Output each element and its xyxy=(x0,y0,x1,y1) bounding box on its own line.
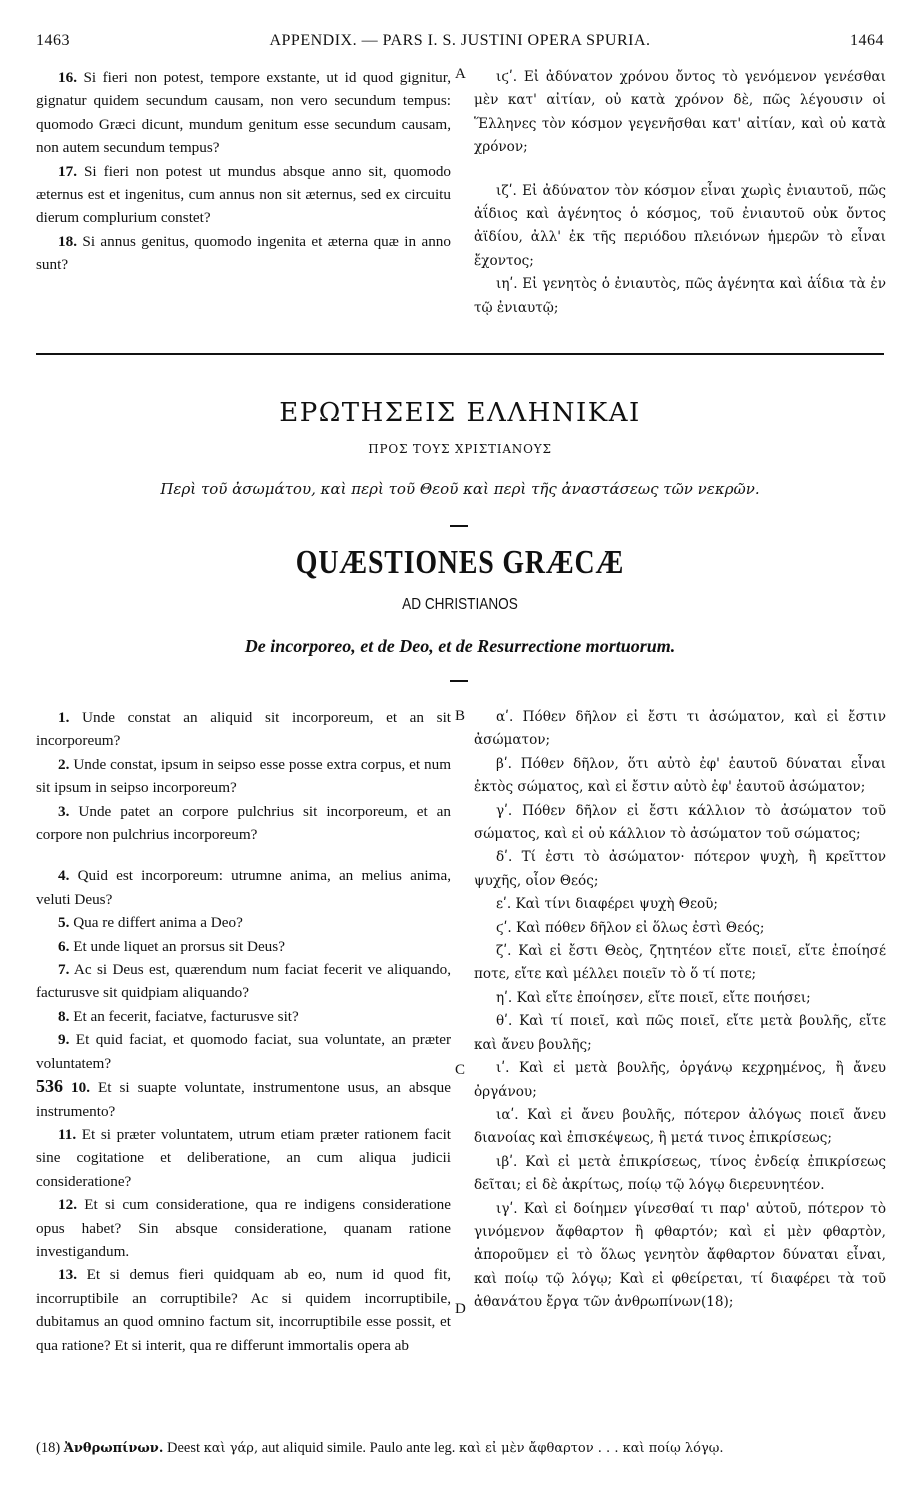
margin-marker-c: C xyxy=(455,1062,466,1078)
latin-description: De incorporeo, et de Deo, et de Resurrectione mortuorum. xyxy=(244,636,676,656)
footnote xyxy=(36,1438,886,1459)
latin-question: 13. Et si demus fieri quidquam ab eo, num id quod fit, incorruptibile an corruptibile? Ac si quidem incorruptibile, dubitamus an quod omnino factum sit, incorruptibile esse possit, et qua ratione? Et si interit, qua re differunt immortalis opera ab xyxy=(36,1266,452,1354)
greek-question: ιαʹ. Καὶ εἰ ἄνευ βουλῆς, πότερον ἀλόγως ποιεῖ ἄνευ διανοίας καὶ ἐπισκέψεως, ἢ μετά τινος ἐπικρίσεως; xyxy=(474,1106,886,1147)
margin-marker-d: D xyxy=(455,1301,466,1317)
footnote-greek: καὶ εἰ μὲν ἄφθαρτον . . . καὶ ποίῳ λόγῳ. xyxy=(459,1441,724,1456)
greek-question: ζʹ. Καὶ εἰ ἔστι Θεὸς, ζητητέον εἴτε ποιεῖ, εἴτε ἐποίησέ ποτε, εἴτε καὶ μέλλει ποιεῖν τὸ ὅ τί ποτε; xyxy=(474,943,886,983)
heading-dash-2 xyxy=(450,680,468,682)
margin-marker-b: B xyxy=(455,708,466,724)
section-rule xyxy=(36,353,884,355)
latin-question: 11. Et si præter voluntatem, utrum etiam præter rationem facit sine cogitatione et deliberatione, an cum aliqua judicii consideratione? xyxy=(36,1125,452,1190)
footnote-lemma: Ἀνθρωπίνων. xyxy=(63,1441,164,1456)
footnote-text: Deest xyxy=(166,1440,200,1456)
greek-question: ϛʹ. Καὶ πόθεν δῆλον εἰ ὅλως ἐστὶ Θεός; xyxy=(496,919,765,936)
greek-subtitle: ΠΡΟΣ ΤΟΥΣ ΧΡΙΣΤΙΑΝΟΥΣ xyxy=(368,442,552,456)
latin-question-18: 18. Si annus genitus, quomodo ingenita et æterna quæ in anno sunt? xyxy=(36,232,451,274)
footnote-label: (18) xyxy=(36,1440,61,1456)
greek-question: ιʹ. Καὶ εἰ μετὰ βουλῆς, ὀργάνῳ κεχρημένος, ἢ ἄνευ ὀργάνου; xyxy=(474,1060,886,1100)
greek-question: δʹ. Τί ἐστι τὸ ἀσώματον· πότερον ψυχὴ, ἢ κρεῖττον ψυχῆς, οἷον Θεός; xyxy=(474,849,886,889)
greek-question: θʹ. Καὶ τί ποιεῖ, καὶ πῶς ποιεῖ, εἴτε μετὰ βουλῆς, εἴτε καὶ ἄνευ βουλῆς; xyxy=(474,1013,886,1053)
latin-question: 4. Quid est incorporeum: utrumne anima, an melius anima, veluti Deus? xyxy=(36,867,452,908)
body-latin-column xyxy=(36,706,451,1357)
greek-question-16: ιϛʹ. Εἰ ἀδύνατον χρόνου ὄντος τὸ γενόμενον γενέσθαι μὲν κατ' αἰτίαν, οὐ κατὰ χρόνον δὲ, πῶς λέγουσιν οἱ Ἕλληνες τὸν κόσμον γεγενῆσθαι κατ' αἰτίαν, καὶ οὐ κατὰ χρόνον; xyxy=(474,69,886,156)
margin-marker-a: A xyxy=(455,66,466,82)
top-greek-column xyxy=(474,66,886,320)
latin-question: 12. Et si cum consideratione, qua re indigens consideratione opus habet? Sin absque consideratione, quanam ratione investigandum. xyxy=(36,1196,451,1260)
latin-question: 5. Qua re differt anima a Deo? xyxy=(58,914,243,932)
greek-question: βʹ. Πόθεν δῆλον, ὅτι αὐτὸ ἐφ' ἑαυτοῦ δύναται εἶναι ἐκτὸς σώματος, καὶ εἰ ἔστιν αὐτὸ ἐφ' ἑαυτοῦ ἀσώματον; xyxy=(474,755,887,796)
greek-title: ΕΡΩΤΗΣΕΙΣ ΕΛΛΗΝΙΚΑΙ xyxy=(279,398,641,428)
footnote-greek: καὶ γάρ, xyxy=(203,1441,259,1456)
latin-question: 7. Ac si Deus est, quærendum num faciat fecerit ve aliquando, facturusve sit quidpiam aliquando? xyxy=(36,961,451,1002)
greek-question: ιγʹ. Καὶ εἰ δοίημεν γίνεσθαί τι παρ' αὐτοῦ, πότερον τὸ γινόμενον ἄφθαρτον ἢ φθαρτόν; καὶ εἰ μὲν φθαρτὸν, ἀποροῦμεν εἰ τὸ ὅλως γενητὸν ἄφθαρτον δύναται εἶναι, καὶ ποίῳ τῷ λόγῳ; Καὶ εἰ φθείρεται, τί διαφέρει τὰ τοῦ ἀθανάτου ἔργα τῶν ἀνθρωπίνων(18); xyxy=(474,1200,887,1311)
latin-question: 6. Et unde liquet an prorsus sit Deus? xyxy=(58,937,285,955)
greek-question-18: ιηʹ. Εἰ γενητὸς ὁ ἐνιαυτὸς, πῶς ἀγένητα καὶ ἀΐδια τὰ ἐν τῷ ἐνιαυτῷ; xyxy=(474,276,886,316)
running-head xyxy=(36,32,884,54)
top-latin-column xyxy=(36,66,451,277)
greek-question: ηʹ. Καὶ εἴτε ἐποίησεν, εἴτε ποιεῖ, εἴτε ποιήσει; xyxy=(496,989,811,1006)
latin-question: 9. Et quid faciat, et quomodo faciat, sua voluntate, an præter voluntatem? xyxy=(36,1031,451,1072)
greek-question: γʹ. Πόθεν δῆλον εἰ ἔστι κάλλιον τὸ ἀσώματον τοῦ σώματος, καὶ εἰ οὐ κάλλιον τὸ ἀσώματον τοῦ σώματος; xyxy=(474,802,886,843)
latin-question: 8. Et an fecerit, faciatve, facturusve sit? xyxy=(58,1007,299,1025)
running-title: APPENDIX. — PARS I. S. JUSTINI OPERA SPURIA. xyxy=(269,32,651,49)
page-number-right: 1464 xyxy=(850,32,884,49)
greek-question: εʹ. Καὶ τίνι διαφέρει ψυχὴ Θεοῦ; xyxy=(496,896,719,913)
greek-question: ιβʹ. Καὶ εἰ μετὰ ἐπικρίσεως, τίνος ἐνδείᾳ ἐπικρίσεως δεῖται; εἰ δὲ ἀκρίτως, ποίῳ τῷ λόγῳ διερευνητέον. xyxy=(474,1153,886,1194)
latin-question: 3. Unde patet an corpore pulchrius sit incorporeum, et an corpore non pulchrius incorporeum? xyxy=(36,802,452,844)
latin-question: 536 10. Et si suapte voluntate, instrumentone usus, an absque instrumento? xyxy=(36,1076,452,1120)
latin-question-16: 16. Si fieri non potest, tempore exstante, ut id quod gignitur, gignatur quidem secundum causam, non vero secundum tempus: quomodo Græci dicunt, mundum genitum esse secundum causam, non autem secundum tempus? xyxy=(36,69,452,157)
latin-question-17: 17. Si fieri non potest ut mundus absque anno sit, quomodo æternus est et ingenitus, cum annus non sit æternus, sed ex circuitu dierum complurium constet? xyxy=(36,162,452,227)
body-greek-column xyxy=(474,706,886,1315)
latin-title: QUÆSTIONES GRÆCÆ xyxy=(295,544,625,581)
greek-question: αʹ. Πόθεν δῆλον εἰ ἔστι τι ἀσώματον, καὶ εἰ ἔστιν ἀσώματον; xyxy=(474,709,886,749)
latin-question: 1. Unde constat an aliquid sit incorporeum, et an sit incorporeum? xyxy=(36,709,452,750)
page-number-left: 1463 xyxy=(36,32,70,49)
column-number: 536 xyxy=(36,1076,63,1097)
heading-dash xyxy=(450,525,468,527)
latin-question: 2. Unde constat, ipsum in seipso esse posse extra corpus, et num sit ipsum in seipso incorporeum? xyxy=(36,755,452,797)
latin-subtitle: AD CHRISTIANOS xyxy=(402,596,518,613)
footnote-text: aut aliquid simile. Paulo ante leg. xyxy=(261,1440,456,1456)
greek-description: Περὶ τοῦ ἀσωμάτου, καὶ περὶ τοῦ Θεοῦ καὶ περὶ τῆς ἀναστάσεως τῶν νεκρῶν. xyxy=(160,480,760,498)
greek-question-17: ιζʹ. Εἰ ἀδύνατον τὸν κόσμον εἶναι χωρὶς ἐνιαυτοῦ, πῶς ἀΐδιος καὶ ἀγένητος ὁ κόσμος, τοῦ ἐνιαυτοῦ οὐκ ὄντος ἀϊδίου, ἀλλ' ἐκ τῆς περιόδου πλειόνων ἡμερῶν τὸ εἶναι ἔχοντος; xyxy=(474,182,886,269)
